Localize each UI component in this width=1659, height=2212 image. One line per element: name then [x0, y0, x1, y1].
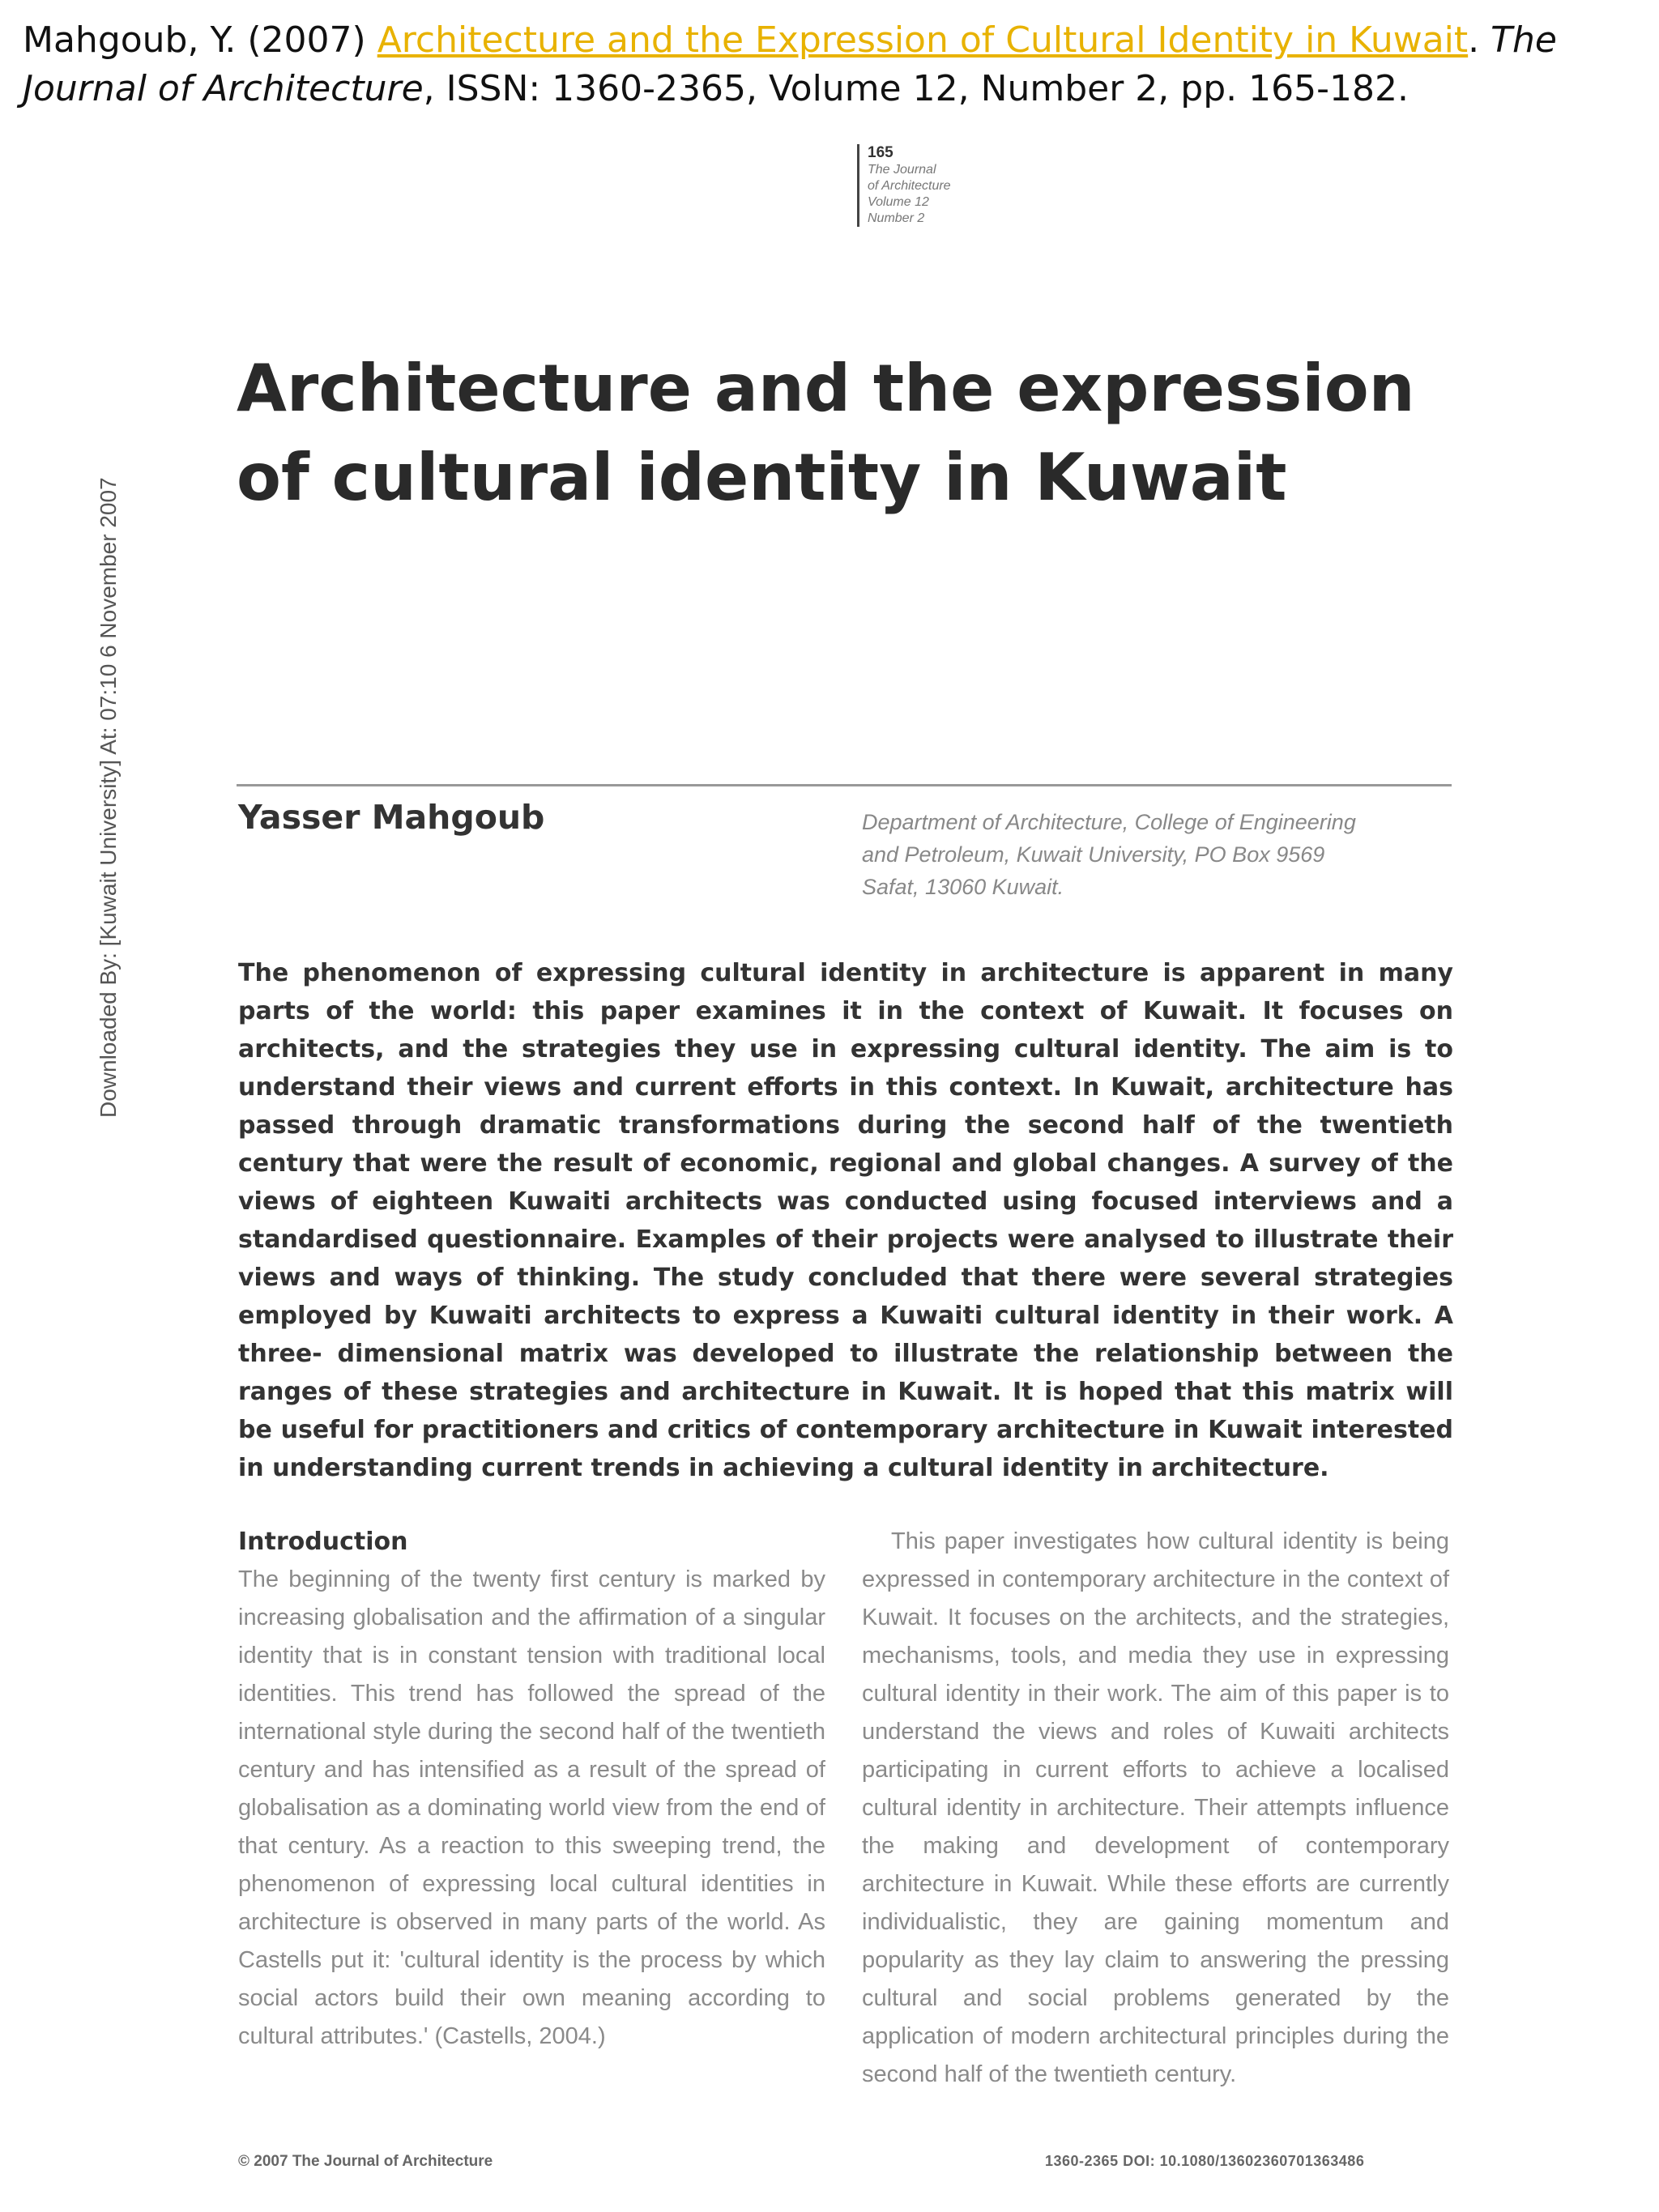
author-name: Yasser Mahgoub [238, 798, 545, 837]
citation [23, 16, 1627, 113]
divider [237, 784, 1452, 786]
citation-details: , ISSN: 1360-2365, Volume 12, Number 2, pp. 165-182. [423, 68, 1409, 109]
affiliation [862, 806, 1478, 903]
citation-author-year: Mahgoub, Y. (2007) [23, 19, 377, 61]
affiliation-line: Safat, 13060 Kuwait. [862, 875, 1064, 899]
page-number: 165 [868, 144, 893, 161]
affiliation-line: Department of Architecture, College of Engineering [862, 810, 1356, 834]
abstract: The phenomenon of expressing cultural identity in architecture is apparent in many parts of the world: this paper examines it in the context of Kuwait. It focuses on architects, and the strategies they use in expressing cultural identity. The aim is to understand their views and current efforts in this context. In Kuwait, architecture has passed through dramatic transformations during the second half of the twentieth century that were the result of economic, regional and global changes. A survey of the views of eighteen Kuwaiti architects was conducted using focused interviews and a standardised questionnaire. Examples of their projects were analysed to illustrate their views and ways of thinking. The study concluded that there were several strategies employed by Kuwaiti architects to express a Kuwaiti cultural identity in their work. A three- dimensional matrix was developed to illustrate the relationship between the ranges of these strategies and architecture in Kuwait. It is hoped that this matrix will be useful for practitioners and critics of contemporary architecture in Kuwait interested in understanding current trends in achieving a cultural identity in architecture. [238, 959, 1453, 1482]
journal-line: Number 2 [868, 211, 925, 225]
intro-left-column [238, 1523, 825, 2056]
section-heading: Introduction [238, 1528, 408, 1556]
citation-journal-part1: The [1491, 19, 1557, 61]
footer-copyright: © 2007 The Journal of Architecture [238, 2153, 493, 2170]
journal-line: Volume 12 [868, 195, 929, 209]
footer-doi: 1360-2365 DOI: 10.1080/13602360701363486 [1045, 2153, 1365, 2169]
citation-link[interactable]: Architecture and the Expression of Cultural Identity in Kuwait [377, 19, 1469, 61]
citation-journal-part2: Journal of Architecture [23, 68, 424, 109]
intro-left-text: The beginning of the twenty first century is marked by increasing globalisation and the affirmation of a singular identity that is in constant tension with traditional local identities. This trend has followed the spread of the international style during the second half of the twentieth century and has intensified as a result of the spread of globalisation as a dominating world view from the end of that century. As a reaction to this sweeping trend, the phenomenon of expressing local cultural identities in architecture is observed in many parts of the world. As Castells put it: 'cultural identity is the process by which social actors build their own meaning according to cultural attributes.' (Castells, 2004.) [238, 1566, 825, 2049]
download-note: Downloaded By: [Kuwait University] At: 07:10 6 November 2007 [96, 477, 121, 1118]
journal-line: The Journal [868, 163, 936, 177]
intro-right-column [862, 1523, 1449, 2094]
paper-title: Architecture and the expression of cultural identity in Kuwait [237, 351, 1415, 515]
intro-right-text: This paper investigates how cultural identity is being expressed in contemporary architecture in the context of Kuwait. It focuses on the architects, and the strategies, mechanisms, tools, and media they use in expressing cultural identity in their work. The aim of this paper is to understand the views and roles of Kuwaiti architects participating in current efforts to achieve a localised cultural identity in architecture. Their attempts influence the making and development of contemporary architecture in Kuwait. While these efforts are currently individualistic, they are gaining momentum and popularity as they lay claim to answering the pressing cultural and social problems generated by the application of modern architectural principles during the second half of the twentieth century. [862, 1528, 1449, 2087]
citation-punct: . [1468, 19, 1491, 61]
page-header [857, 144, 951, 227]
affiliation-line: and Petroleum, Kuwait University, PO Box 9569 [862, 842, 1325, 867]
journal-line: of Architecture [868, 179, 951, 193]
